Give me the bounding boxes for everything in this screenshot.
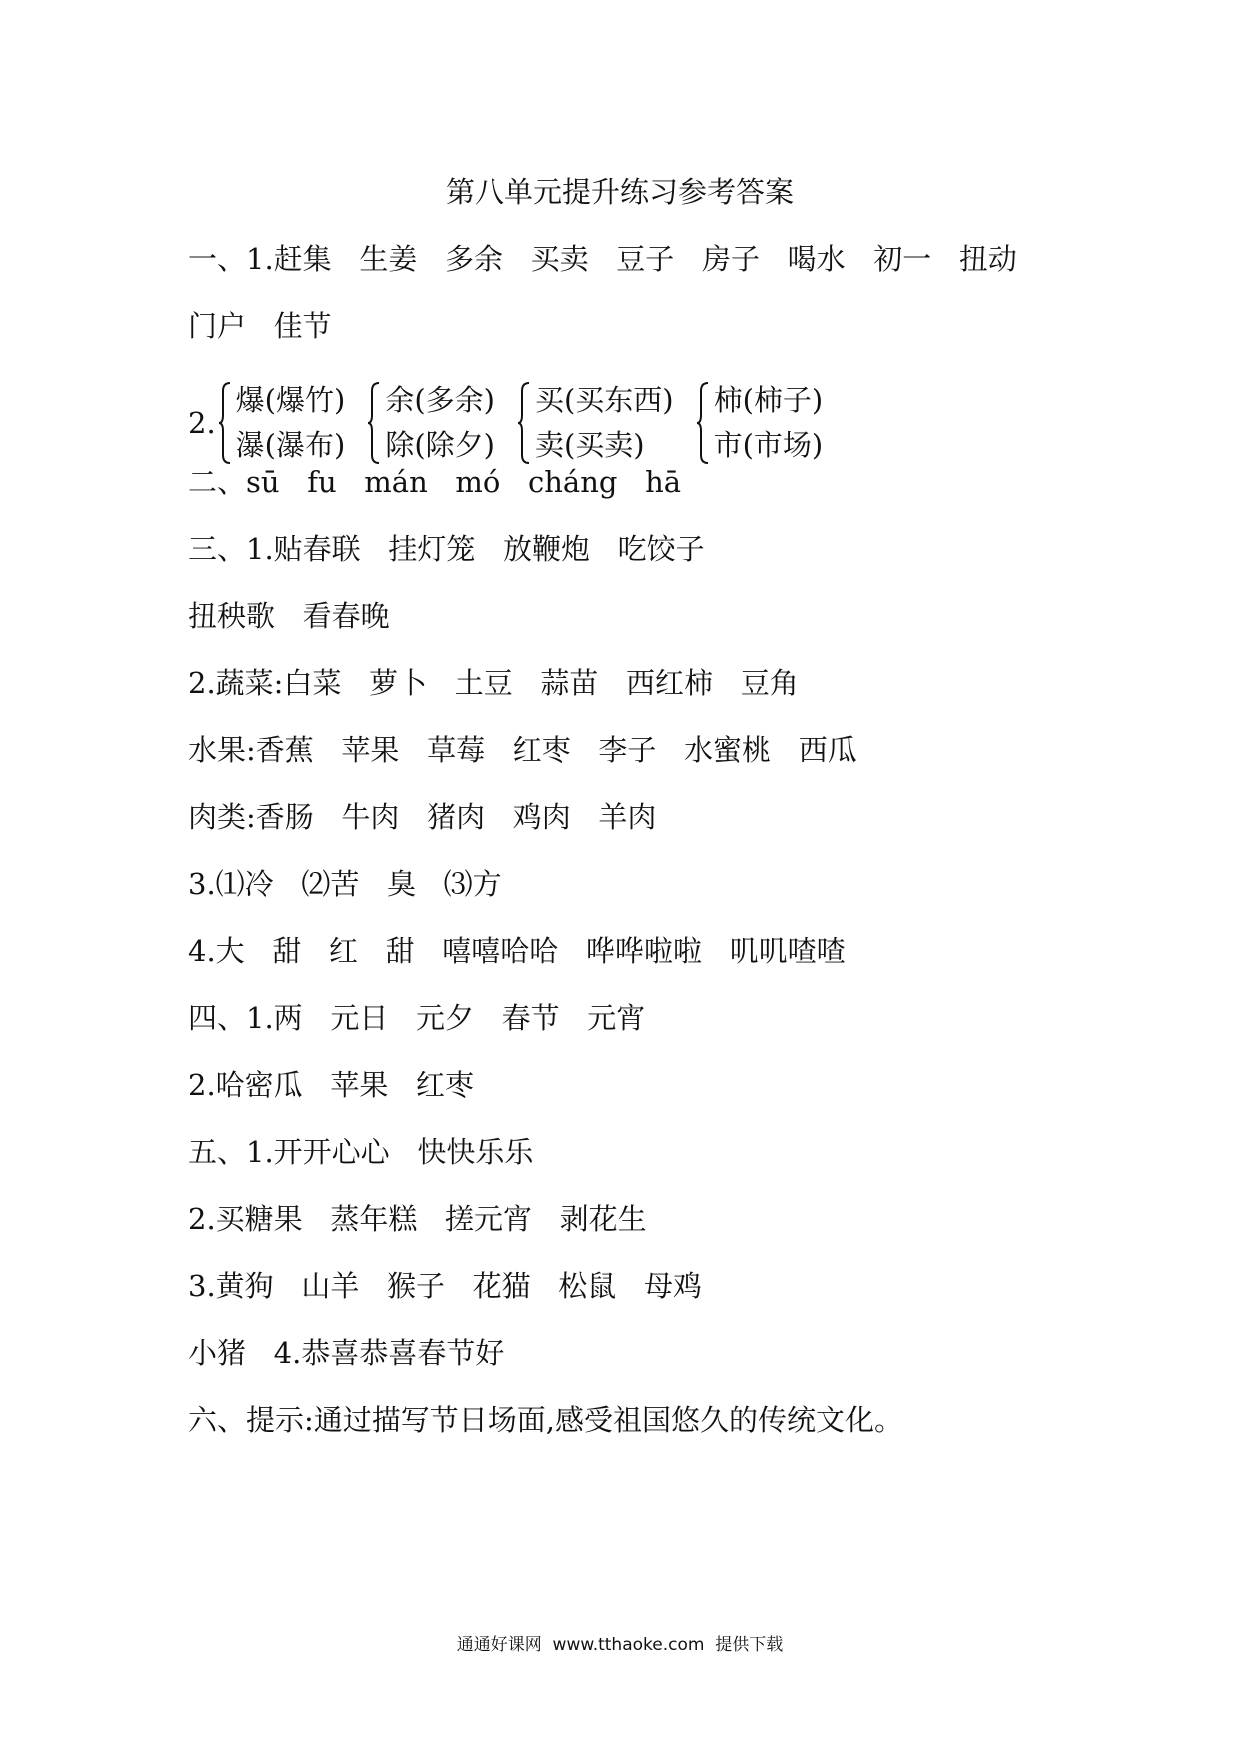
answer-line-1: 一、1.赶集 生姜 多余 买卖 豆子 房子 喝水 初一 扭动 xyxy=(188,242,1017,276)
page-title: 第八单元提升练习参考答案 xyxy=(445,175,794,209)
brace-entry: 卖(买卖) xyxy=(534,428,645,462)
brace-entry: 除(除夕) xyxy=(385,428,495,462)
answer-line-14: 2.买糖果 蒸年糕 搓元宵 剥花生 xyxy=(188,1202,647,1236)
brace-group-4 xyxy=(696,378,824,468)
answer-line-13: 五、1.开开心心 快快乐乐 xyxy=(188,1135,534,1169)
answer-line-10: 4.大 甜 红 甜 嘻嘻哈哈 哗哗啦啦 叽叽喳喳 xyxy=(188,934,846,968)
left-brace-icon xyxy=(218,381,232,465)
item-number: 2. xyxy=(188,406,216,440)
answer-line-5: 扭秧歌 看春晚 xyxy=(188,599,390,633)
left-brace-icon xyxy=(367,381,381,465)
answer-line-9: 3.⑴冷 ⑵苦 臭 ⑶方 xyxy=(188,867,502,901)
brace-group-2 xyxy=(367,378,495,468)
brace-entry: 余(多余) xyxy=(385,383,495,417)
answer-line-17: 六、提示:通过描写节日场面,感受祖国悠久的传统文化。 xyxy=(188,1403,903,1437)
answer-line-2: 门户 佳节 xyxy=(188,309,332,343)
answer-line-15: 3.黄狗 山羊 猴子 花猫 松鼠 母鸡 xyxy=(188,1269,702,1303)
brace-entry: 买(买东西) xyxy=(534,383,674,417)
answer-line-6: 2.蔬菜:白菜 萝卜 土豆 蒜苗 西红柿 豆角 xyxy=(188,666,799,700)
answer-line-16: 小猪 4.恭喜恭喜春节好 xyxy=(188,1336,505,1370)
answer-line-7: 水果:香蕉 苹果 草莓 红枣 李子 水蜜桃 西瓜 xyxy=(188,733,857,767)
answer-line-3: 二、sū fu mán mó cháng hā xyxy=(188,465,682,499)
brace-entry: 市(市场) xyxy=(713,428,824,462)
brace-entry: 爆(爆竹) xyxy=(235,383,346,417)
brace-entry: 瀑(瀑布) xyxy=(235,428,346,462)
brace-entry: 柿(柿子) xyxy=(713,383,824,417)
left-brace-icon xyxy=(696,381,710,465)
answer-line-11: 四、1.两 元日 元夕 春节 元宵 xyxy=(188,1001,646,1035)
answer-line-12: 2.哈密瓜 苹果 红枣 xyxy=(188,1068,474,1102)
brace-group-1 xyxy=(218,378,346,468)
answer-line-8: 肉类:香肠 牛肉 猪肉 鸡肉 羊肉 xyxy=(188,800,657,834)
brace-group-3 xyxy=(517,378,674,468)
answer-line-4: 三、1.贴春联 挂灯笼 放鞭炮 吃饺子 xyxy=(188,532,705,566)
polyphone-brace-row xyxy=(188,383,845,463)
page-footer: 通通好课网 www.tthaoke.com 提供下载 xyxy=(456,1635,784,1655)
left-brace-icon xyxy=(517,381,531,465)
